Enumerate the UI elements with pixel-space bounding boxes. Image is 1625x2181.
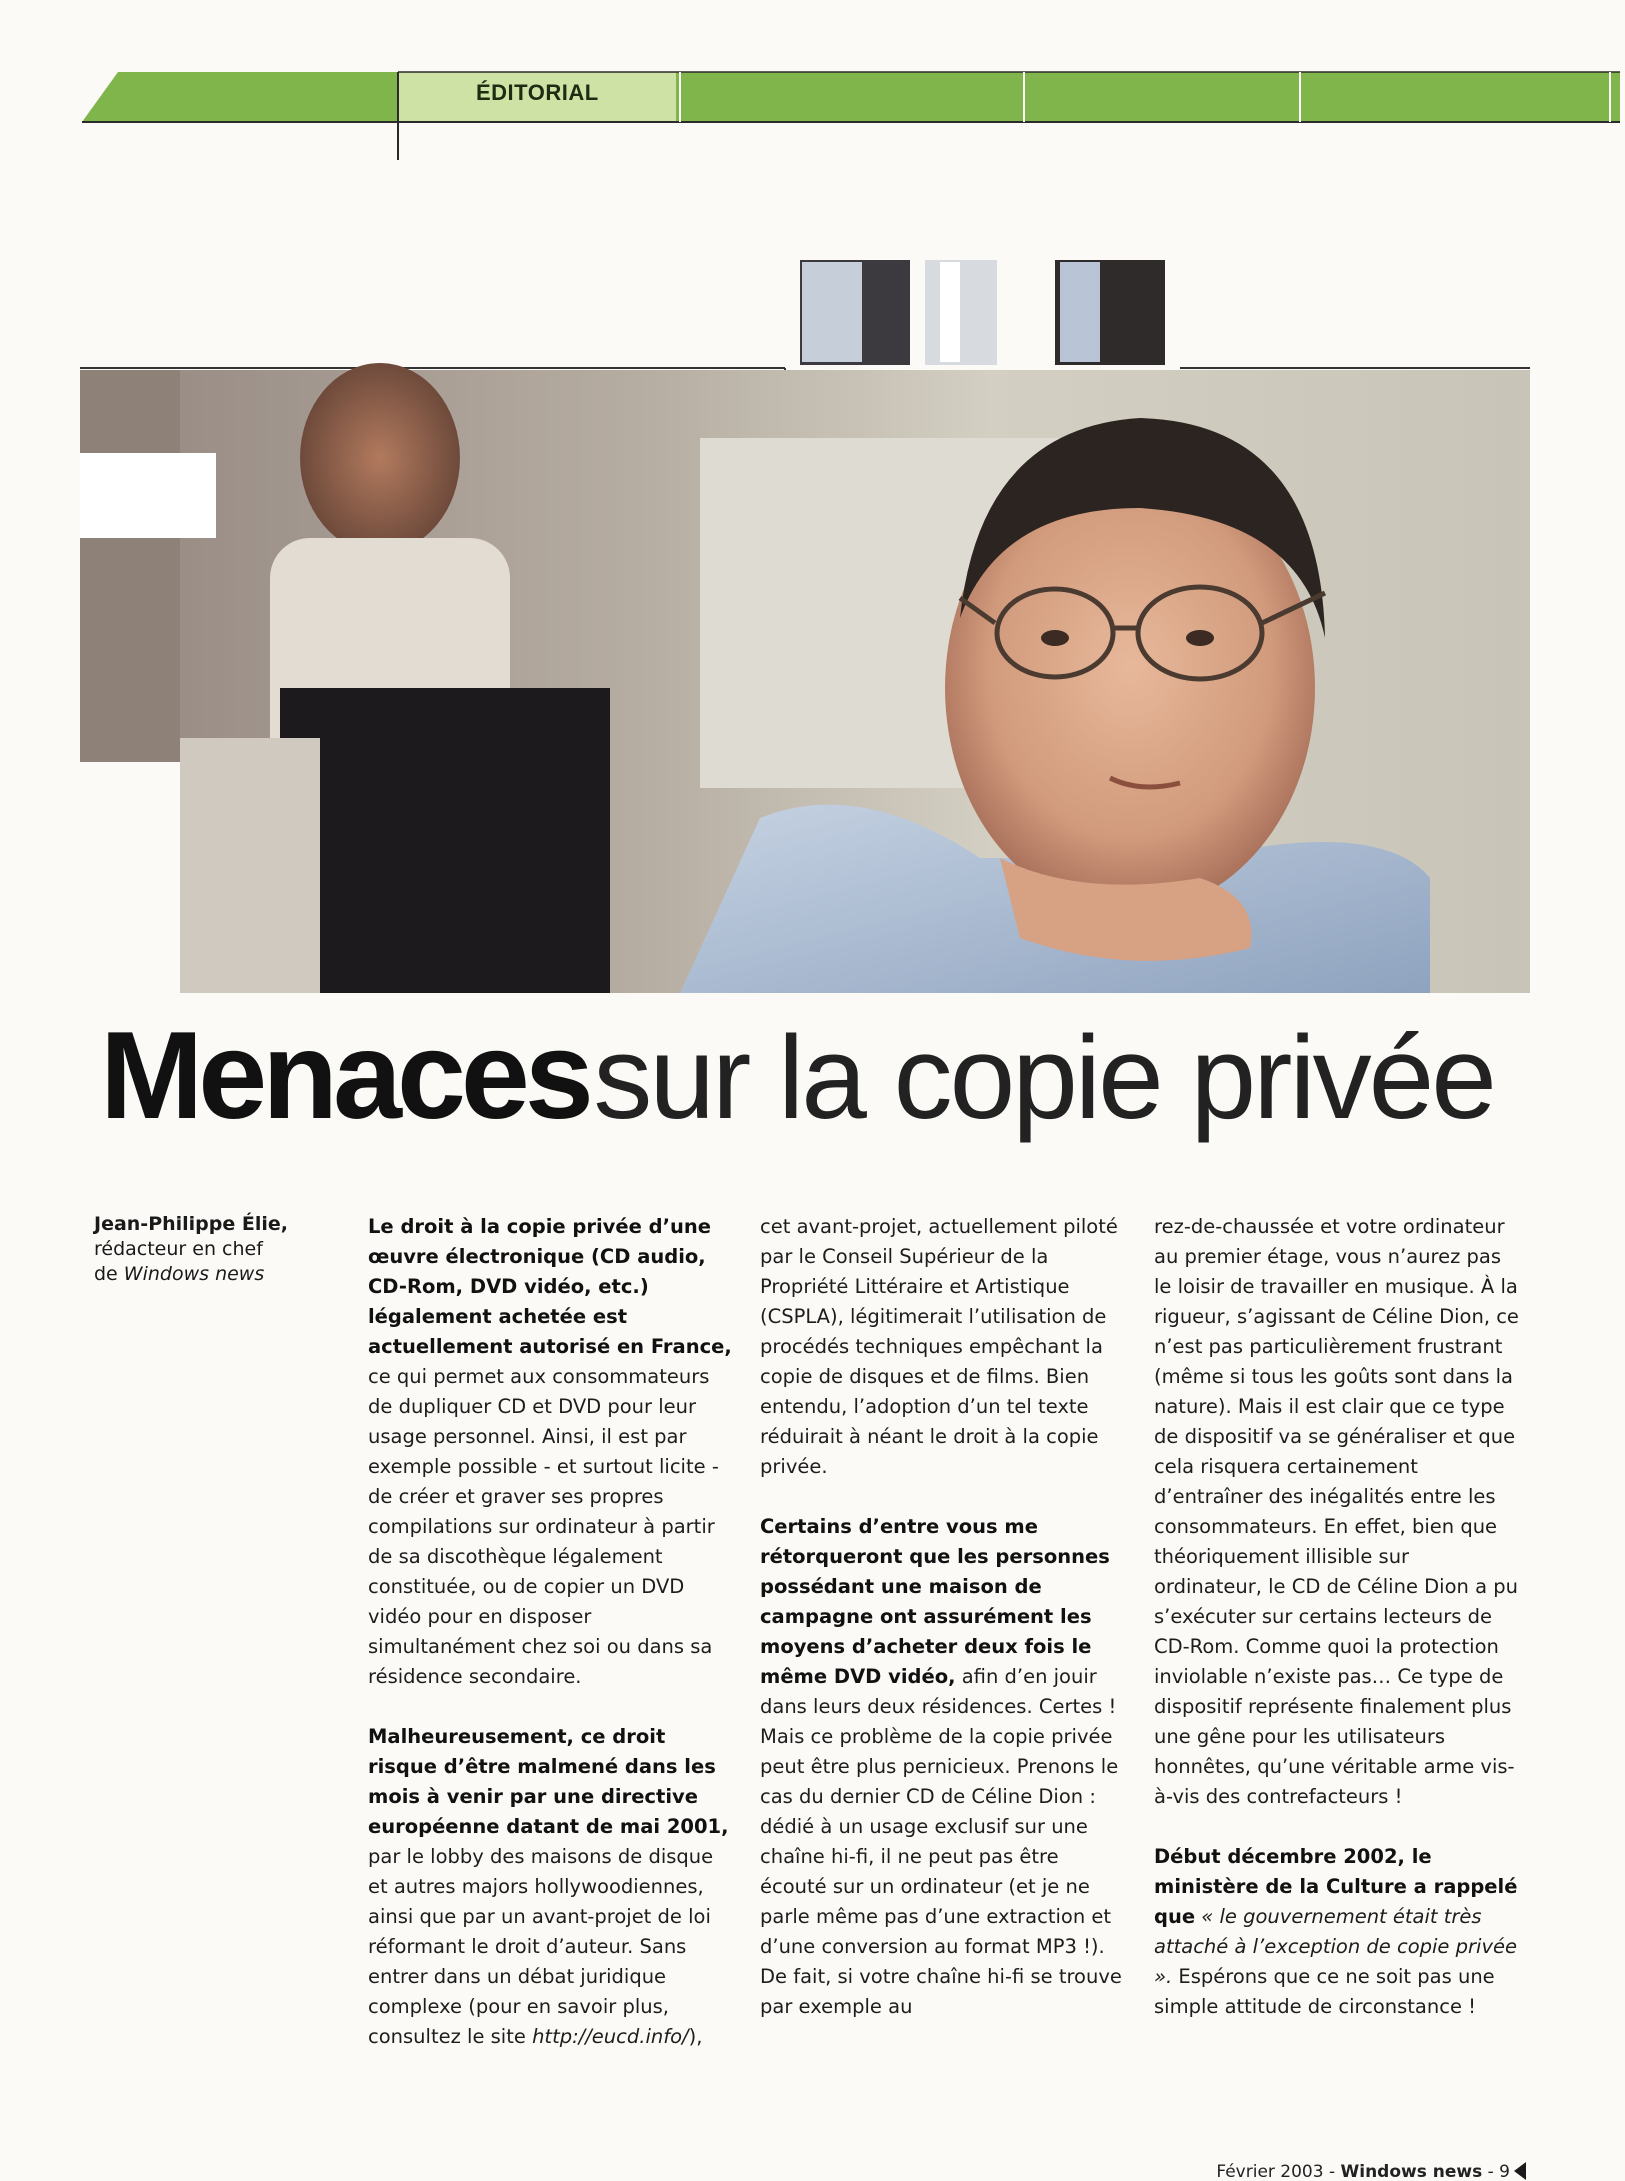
footer-publication: Windows news: [1340, 2162, 1483, 2181]
col3-p2-lead: Début décembre 2002, le ministère de la Culture a rappelé que: [1154, 1845, 1518, 1928]
footer-page-number: - 9: [1487, 2162, 1510, 2181]
title-bold-part: Menaces: [100, 1007, 589, 1145]
page-footer: [1180, 2162, 1510, 2181]
section-label: ÉDITORIAL: [476, 80, 599, 105]
col3-paragraph-2: [1154, 1842, 1520, 2022]
text-column-3: [1154, 1212, 1520, 2052]
col1-p2-lead: Malheureusement, ce droit risque d’être malmené dans les mois à venir par une directive européenne datant de mai 2001,: [368, 1725, 729, 1838]
col3-paragraph-1: rez-de-chaussée et votre ordinateur au premier étage, vous n’aurez pas le loisir de travailler en musique. À la rigueur, s’agissant de Céline Dion, ce n’est pas particulièrement frustrant (même si tous les goûts sont dans la nature). Mais il est clair que ce type de dispositif va se généraliser et que cela risquera certainement d’entraîner des inégalités entre les consommateurs. En effet, bien que théoriquement illisible sur ordinateur, le CD de Céline Dion a pu s’exécuter sur certains lecteurs de CD-Rom. Comme quoi la protection inviolable n’existe pas… Ce type de dispositif représente finalement plus une gêne pour les utilisateurs honnêtes, qu’une véritable arme vis-à-vis des contrefacteurs !: [1154, 1215, 1519, 1808]
section-header-band: [0, 0, 1625, 170]
col3-p2-quote: « le gouvernement était très attaché à l’exception de copie privée ».: [1154, 1905, 1517, 1988]
col1-p2-end: ),: [688, 2025, 703, 2048]
author-publication-line: [94, 1262, 314, 1287]
col3-p2-body: Espérons que ce ne soit pas une simple attitude de circonstance !: [1154, 1965, 1495, 2018]
editor-portrait-photo: [80, 258, 1530, 993]
footer-date: Février 2003 -: [1216, 2162, 1336, 2181]
col2-paragraph-2: [760, 1512, 1126, 2022]
col1-p2-body: par le lobby des maisons de disque et autres majors hollywoodiennes, ainsi que par un avant-projet de loi réformant le droit d’auteur. Sans entrer dans un débat juridique complexe (pour en savoir plus, consultez le site: [368, 1845, 714, 2048]
byline: [94, 1212, 314, 1287]
col2-p2-body: afin d’en jouir dans leurs deux résidences. Certes ! Mais ce problème de la copie privée peut être plus pernicieux. Prenons le cas du dernier CD de Céline Dion : dédié à un usage exclusif sur une chaîne hi-fi, il ne peut pas être écouté sur un ordinateur (et je ne parle même pas d’une extraction et d’une conversion au format MP3 !). De fait, si votre chaîne hi-fi se trouve par exemple au: [760, 1665, 1122, 2018]
author-publication: Windows news: [123, 1263, 265, 1285]
col1-p1-lead: Le droit à la copie privée d’une œuvre électronique (CD audio, CD-Rom, DVD vidéo, etc.) légalement achetée est actuellement autorisé en France,: [368, 1215, 732, 1358]
title-light-part: sur la copie privée: [593, 1012, 1494, 1144]
text-column-2: [760, 1212, 1126, 2052]
col2-p2-lead: Certains d’entre vous me rétorqueront que les personnes possédant une maison de campagne ont assurément les moyens d’acheter deux fois le même DVD vidéo,: [760, 1515, 1110, 1688]
author-role: rédacteur en chef: [94, 1238, 263, 1260]
col1-paragraph-1: [368, 1212, 734, 1692]
eucd-link[interactable]: http://eucd.info/: [532, 2025, 689, 2048]
author-name: Jean-Philippe Élie,: [94, 1213, 288, 1235]
article-title: [100, 1006, 1560, 1146]
col2-paragraph-1: cet avant-projet, actuellement piloté par le Conseil Supérieur de la Propriété Littéraire et Artistique (CSPLA), légitimerait l’utilisation de procédés techniques empêchant la copie de disques et de films. Bien entendu, l’adoption d’un tel texte réduirait à néant le droit à la copie privée.: [760, 1215, 1118, 1478]
author-of: de: [94, 1263, 118, 1285]
col1-p1-body: ce qui permet aux consommateurs de dupliquer CD et DVD pour leur usage personnel. Ainsi, il est par exemple possible - et surtout licite - de créer et graver ses propres compilations sur ordinateur à partir de sa discothèque légalement constituée, ou de copier un DVD vidéo pour en disposer simultanément chez soi ou dans sa résidence secondaire.: [368, 1365, 719, 1688]
col1-paragraph-2: [368, 1722, 734, 2052]
text-column-1: [368, 1212, 734, 2082]
footer-arrow-icon: [1512, 2160, 1528, 2181]
